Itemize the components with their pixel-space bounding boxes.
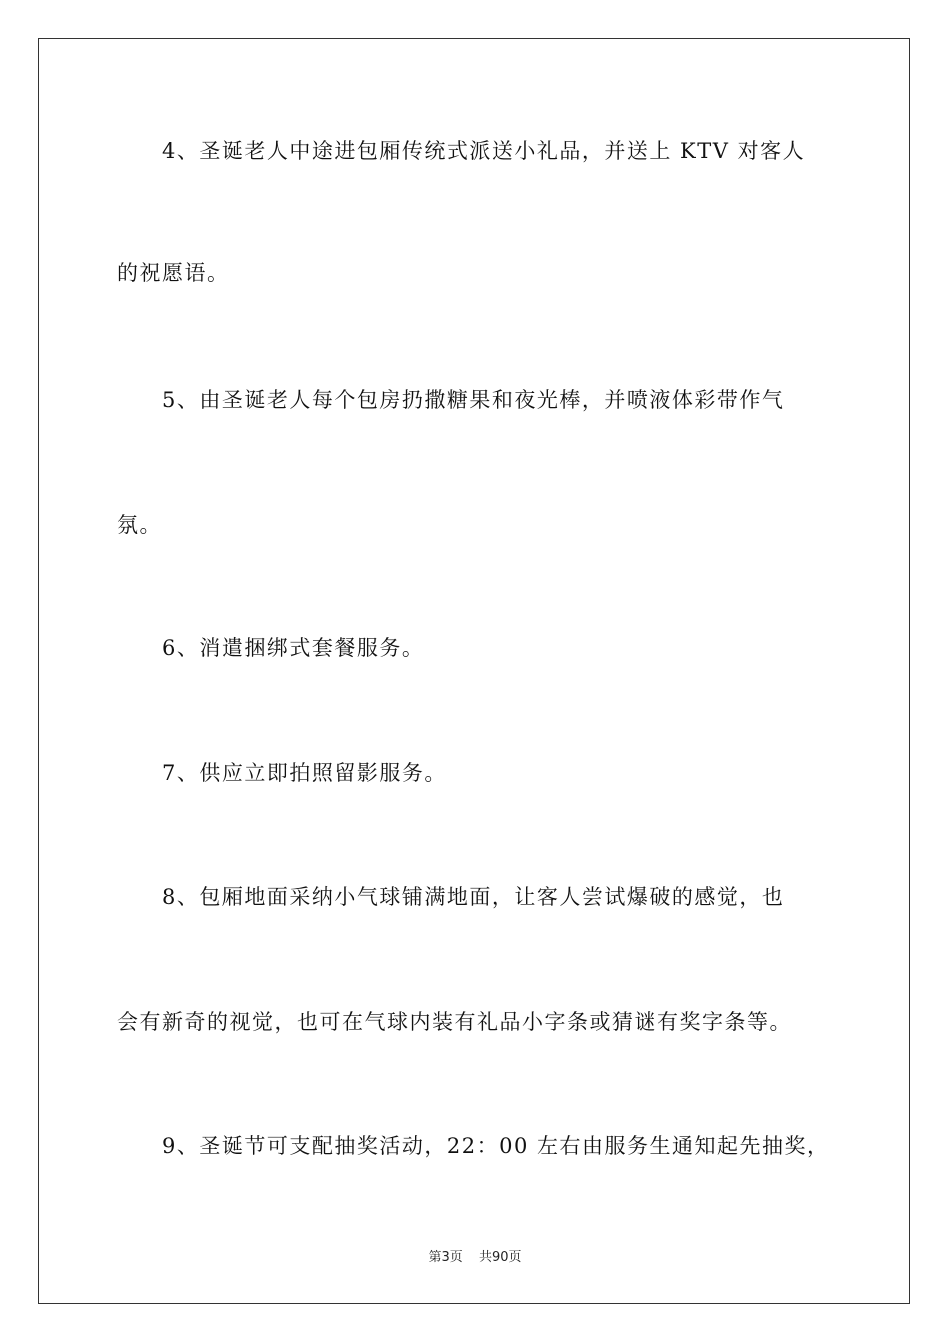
page-number: 第3页 xyxy=(428,1250,463,1265)
paragraph-line: 7、供应立即拍照留影服务。 xyxy=(162,761,447,785)
paragraph-line: 9、圣诞节可支配抽奖活动，22：00 左右由服务生通知起先抽奖， xyxy=(162,1134,830,1158)
paragraph-line: 的祝愿语。 xyxy=(117,261,230,285)
paragraph-line: 4、圣诞老人中途进包厢传统式派送小礼品，并送上 KTV 对客人 xyxy=(162,139,806,163)
page-total: 共90页 xyxy=(478,1250,522,1265)
page-border xyxy=(38,38,910,1304)
paragraph-line: 氛。 xyxy=(117,513,162,537)
paragraph-line: 5、由圣诞老人每个包房扔撒糖果和夜光棒，并喷液体彩带作气 xyxy=(162,388,785,412)
paragraph-line: 6、消遣捆绑式套餐服务。 xyxy=(162,636,425,660)
paragraph-line: 8、包厢地面采纳小气球铺满地面，让客人尝试爆破的感觉，也 xyxy=(162,885,785,909)
paragraph-line: 会有新奇的视觉，也可在气球内装有礼品小字条或猜谜有奖字条等。 xyxy=(117,1010,792,1034)
page-footer xyxy=(0,1246,950,1265)
